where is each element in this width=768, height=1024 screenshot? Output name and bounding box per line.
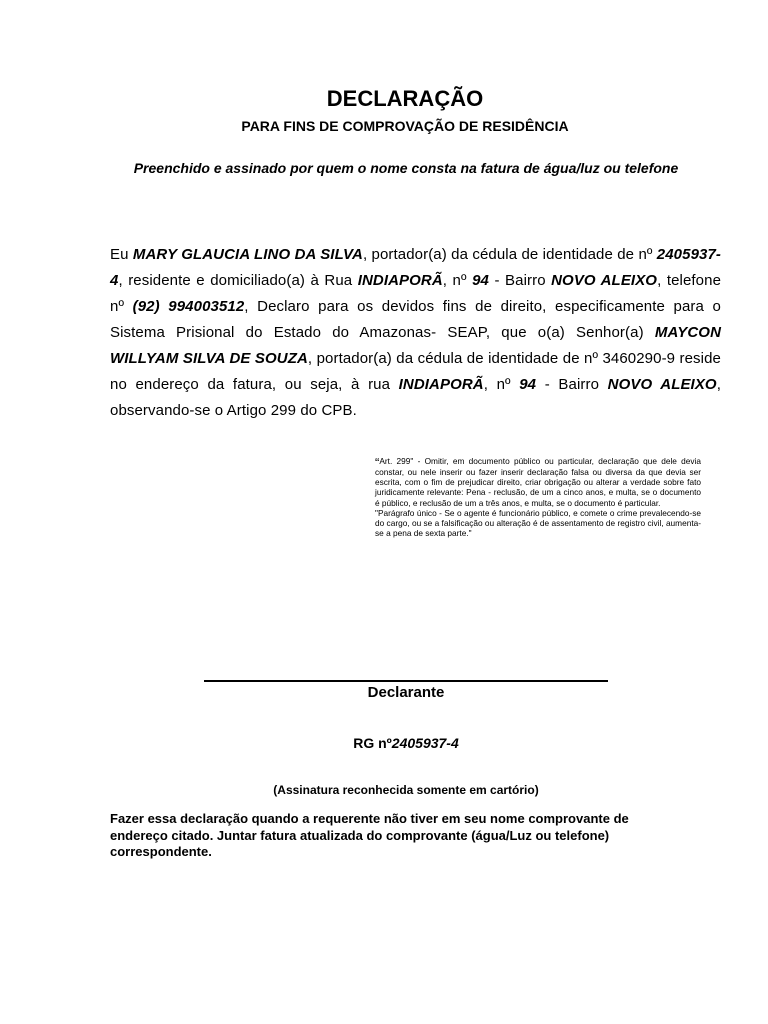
notary-note: (Assinatura reconhecida somente em cartório)	[273, 783, 539, 797]
subject-name: MAYCON WILLYAM SILVA DE SOUZA	[110, 324, 721, 367]
rg-line: RG nº2405937-4	[353, 735, 459, 751]
house-number: 94	[472, 272, 489, 289]
street-name: INDIAPORÃ	[398, 376, 484, 393]
document-subtitle: PARA FINS DE COMPROVAÇÃO DE RESIDÊNCIA	[241, 118, 569, 134]
street-name: INDIAPORÃ	[357, 272, 443, 289]
declarant-rg: 2405937-4	[110, 246, 721, 289]
district-name: NOVO ALEIXO	[607, 376, 717, 393]
house-number: 94	[519, 376, 537, 393]
phone-number: (92) 994003512	[132, 298, 245, 315]
paragraph-unico-text: "Parágrafo único - Se o agente é funcionário público, e comete o crime prevalecendo-se do cargo, ou se a falsificação ou alteração é de assentamento de registro civil, aumenta-se a pena de sexta parte."	[375, 507, 701, 539]
signature-label: Declarante	[367, 684, 445, 701]
document-title: DECLARAÇÃO	[326, 86, 484, 111]
declarant-name: MARY GLAUCIA LINO DA SILVA	[132, 246, 363, 263]
district-name: NOVO ALEIXO	[551, 272, 658, 289]
footer-instruction: Fazer essa declaração quando a requerente não tiver em seu nome comprovante de endereço citado. Juntar fatura atualizada do comprovante (água/Luz ou telefone) correspondente.	[110, 811, 629, 859]
signature-line	[204, 680, 608, 682]
article-299-text: “Art. 299" - Omitir, em documento público ou particular, declaração que dele devia constar, ou nele inserir ou fazer inserir declaração falsa ou diversa da que devia ser escrita, com o fim de prejudicar direito, criar obrigação ou alterar a verdade sobre fato juridicamente relevante: Pena - reclusão, de um a cinco anos, e multa, se o documento é público, e reclusão de um a três anos, e multa, se o documento é particular.	[375, 455, 701, 508]
quote-mark: “	[375, 455, 380, 470]
instruction-text: Preenchido e assinado por quem o nome consta na fatura de água/luz ou telefone	[133, 160, 679, 176]
declaration-body: Eu MARY GLAUCIA LINO DA SILVA, portador(a) da cédula de identidade de nº 2405937-4, residente e domiciliado(a) à Rua INDIAPORÃ, nº 94 - Bairro NOVO ALEIXO, telefone nº (92) 994003512, Declaro para os devidos fins de direito, especificamente para o Sistema Prisional do Estado do Amazonas- SEAP, que o(a) Senhor(a) MAYCON WILLYAM SILVA DE SOUZA, portador(a) da cédula de identidade de nº 3460290-9 reside no endereço da fatura, ou seja, à rua INDIAPORÃ, nº 94 - Bairro NOVO ALEIXO, observando-se o Artigo 299 do CPB.	[110, 246, 722, 419]
legal-quote	[375, 456, 701, 538]
rg-value: 2405937-4	[391, 735, 459, 751]
